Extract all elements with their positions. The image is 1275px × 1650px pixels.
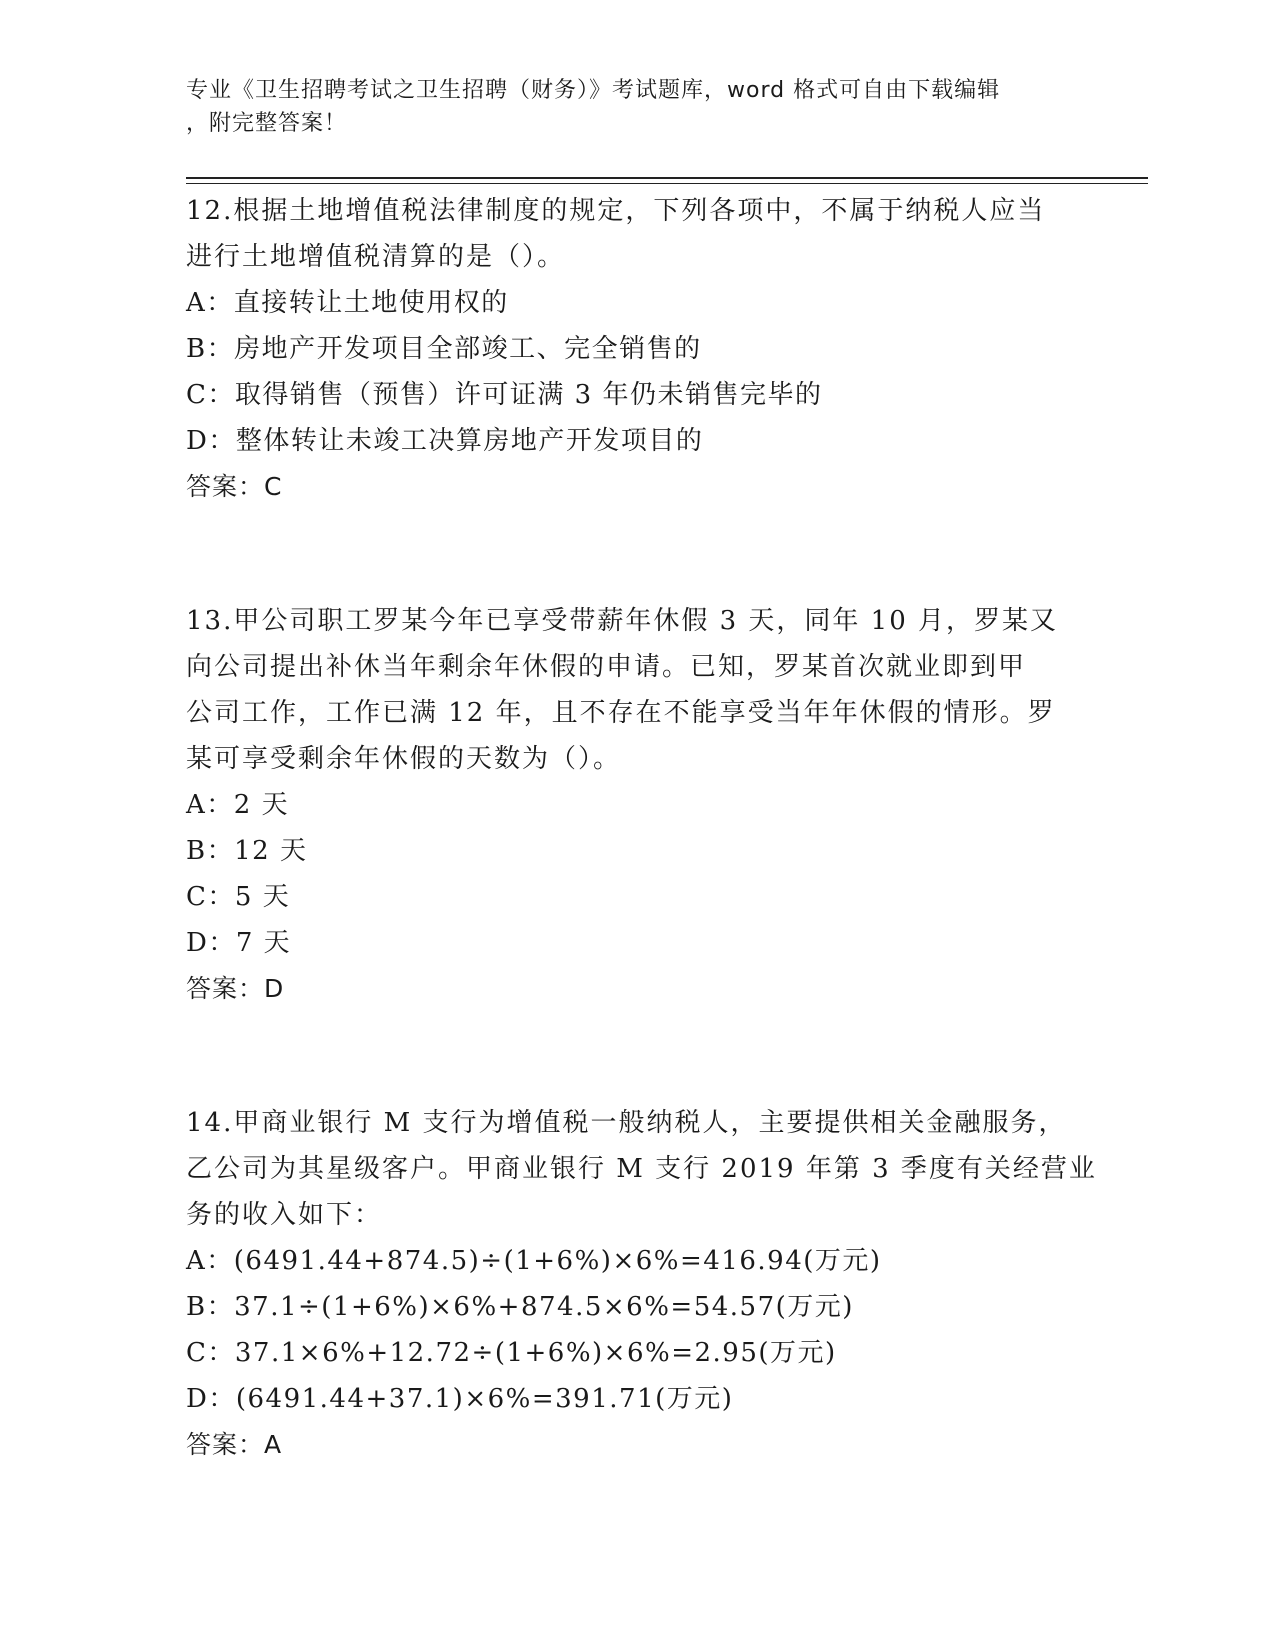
question-stem-line: 14.甲商业银行 M 支行为增值税一般纳税人，主要提供相关金融服务， (186, 1108, 1067, 1138)
question-14 (186, 1100, 1097, 1468)
answer-line: 答案：A (186, 1430, 283, 1459)
header-divider-thick (186, 177, 1148, 179)
question-stem-line: 乙公司为其星级客户。甲商业银行 M 支行 2019 年第 3 季度有关经营业 (186, 1154, 1097, 1184)
option-b: B：房地产开发项目全部竣工、完全销售的 (186, 334, 702, 364)
question-13 (186, 598, 1086, 1012)
question-stem-line: 公司工作，工作已满 12 年，且不存在不能享受当年年休假的情形。罗 (186, 698, 1056, 728)
document-header (186, 74, 1066, 140)
question-stem-line: 务的收入如下： (186, 1200, 383, 1230)
question-stem-line: 某可享受剩余年休假的天数为（）。 (186, 744, 622, 774)
option-a: A：直接转让土地使用权的 (186, 288, 509, 318)
option-c: C：5 天 (186, 882, 291, 912)
question-stem-line: 进行土地增值税清算的是（）。 (186, 242, 566, 272)
option-c: C：取得销售（预售）许可证满 3 年仍未销售完毕的 (186, 380, 823, 410)
question-stem-line: 12.根据土地增值税法律制度的规定，下列各项中，不属于纳税人应当 (186, 196, 1046, 226)
question-list (186, 188, 1097, 1468)
option-b: B：12 天 (186, 836, 308, 866)
question-stem-line: 向公司提出补休当年剩余年休假的申请。已知，罗某首次就业即到甲 (186, 652, 1027, 682)
answer-line: 答案：D (186, 974, 285, 1003)
option-a: A：2 天 (186, 790, 290, 820)
option-c: C：37.1×6%+12.72÷(1+6%)×6%=2.95(万元) (186, 1338, 837, 1368)
question-stem-line: 13.甲公司职工罗某今年已享受带薪年休假 3 天，同年 10 月，罗某又 (186, 606, 1059, 636)
option-d: D：整体转让未竣工决算房地产开发项目的 (186, 426, 704, 456)
question-12 (186, 188, 1086, 510)
header-divider-thin (186, 183, 1148, 184)
question-spacer (186, 1012, 1086, 1100)
option-b: B：37.1÷(1+6%)×6%+874.5×6%=54.57(万元) (186, 1292, 854, 1322)
header-line-2: ，附完整答案！ (186, 111, 348, 136)
answer-line: 答案：C (186, 472, 283, 501)
option-a: A：(6491.44+874.5)÷(1+6%)×6%=416.94(万元) (186, 1246, 882, 1276)
option-d: D：7 天 (186, 928, 292, 958)
question-spacer (186, 510, 1086, 598)
header-line-1: 专业《卫生招聘考试之卫生招聘（财务）》考试题库，word 格式可自由下载编辑 (186, 78, 1001, 103)
option-d: D：(6491.44+37.1)×6%=391.71(万元) (186, 1384, 734, 1414)
